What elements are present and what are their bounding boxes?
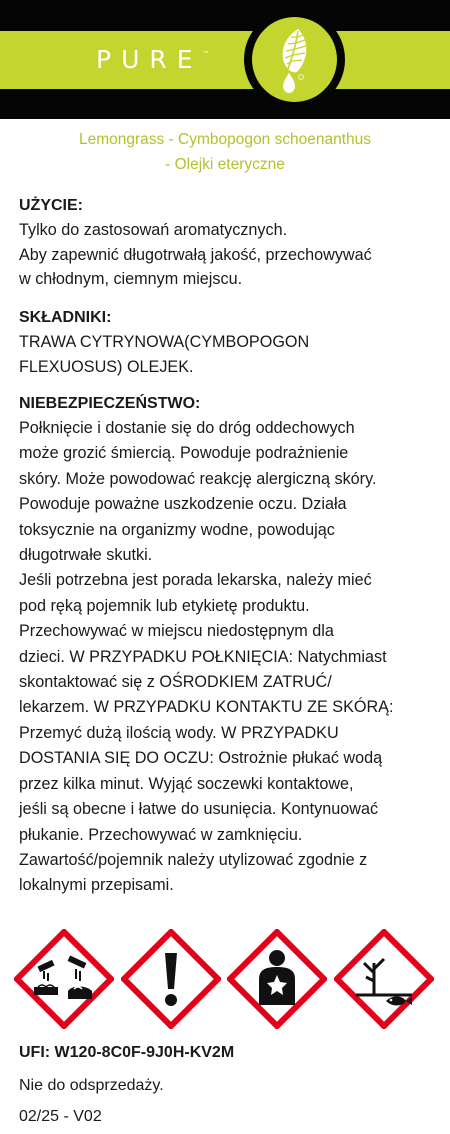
hazard-line: jeśli są obecne i łatwe do usunięcia. Kontynuować — [19, 800, 379, 819]
product-title — [0, 127, 450, 177]
ingredients-line: FLEXUOSUS) OLEJEK. — [19, 357, 194, 376]
hazard-line: długotrwałe skutki. — [19, 546, 153, 565]
usage-line: Aby zapewnić długotrwałą jakość, przechowywać — [19, 245, 372, 264]
hazard-line: lekarzem. W PRZYPADKU KONTAKTU ZE SKÓRĄ: — [19, 698, 394, 717]
hazard-line: Połknięcie i dostanie się do dróg oddechowych — [19, 419, 355, 437]
hazard-line: pod ręką pojemnik lub etykietę produktu. — [19, 596, 310, 615]
resale-notice: Nie do odsprzedaży. — [19, 1077, 164, 1094]
hazard-line: Przechowywać w miejscu niedostępnym dla — [19, 622, 334, 641]
ghs-pictograms — [14, 929, 434, 1029]
ingredients-line: TRAWA CYTRYNOWA(CYMBOPOGON — [19, 333, 310, 351]
hazard-line: dzieci. W PRZYPADKU POŁKNIĘCIA: Natychmiast — [19, 647, 387, 666]
ufi-code: UFI: W120-8C0F-9J0H-KV2M — [19, 1044, 235, 1061]
usage-line: w chłodnym, ciemnym miejscu. — [19, 270, 243, 289]
leaf-drop-icon — [252, 17, 337, 102]
ingredients-heading: SKŁADNIKI: — [19, 309, 112, 326]
hazard-line: Zawartość/pojemnik należy utylizować zgodnie z — [19, 850, 368, 869]
hazard-line: lokalnymi przepisami. — [19, 876, 174, 895]
hazard-line: toksycznie na organizmy wodne, powodując — [19, 520, 335, 539]
hazard-line: może grozić śmiercią. Powoduje podrażnienie — [19, 444, 349, 463]
hazard-line: Powoduje poważne uszkodzenie oczu. Działa — [19, 495, 347, 514]
exclamation-mark-icon — [121, 929, 221, 1029]
version-label: 02/25 - V02 — [19, 1108, 102, 1125]
trademark-mark: ™ — [202, 50, 210, 58]
header-accent-band — [0, 31, 450, 89]
product-title-line-2: - Olejki eteryczne — [165, 156, 285, 173]
product-title-line-1: Lemongrass - Cymbopogon schoenanthus — [78, 131, 372, 148]
hazard-line: skóry. Może powodować reakcję alergiczną skóry. — [19, 469, 377, 488]
brand-name-text: PURE — [96, 45, 203, 74]
brand-name — [96, 40, 210, 80]
hazard-line: przez kilka minut. Wyjąć soczewki kontaktowe, — [19, 774, 354, 793]
hazard-line: Jeśli potrzebna jest porada lekarska, należy mieć — [19, 571, 372, 590]
brand-header — [0, 0, 450, 119]
hazard-line: DOSTANIA SIĘ DO OCZU: Ostrożnie płukać wodą — [19, 749, 383, 768]
corrosion-icon — [14, 929, 114, 1029]
usage-heading: UŻYCIE: — [19, 197, 83, 214]
usage-section — [19, 194, 434, 292]
hazard-line: skontaktować się z OŚRODKIEM ZATRUĆ/ — [19, 673, 332, 692]
hazard-heading: NIEBEZPIECZEŃSTWO: — [19, 395, 201, 412]
usage-line: Tylko do zastosowań aromatycznych. — [19, 221, 288, 239]
environment-hazard-icon — [334, 929, 434, 1029]
health-hazard-icon — [227, 929, 327, 1029]
ingredients-section — [19, 306, 434, 379]
hazard-line: płukanie. Przechowywać w zamknięciu. — [19, 825, 303, 844]
hazard-line: Przemyć dużą ilością wody. W PRZYPADKU — [19, 723, 339, 742]
hazard-section — [19, 392, 434, 899]
